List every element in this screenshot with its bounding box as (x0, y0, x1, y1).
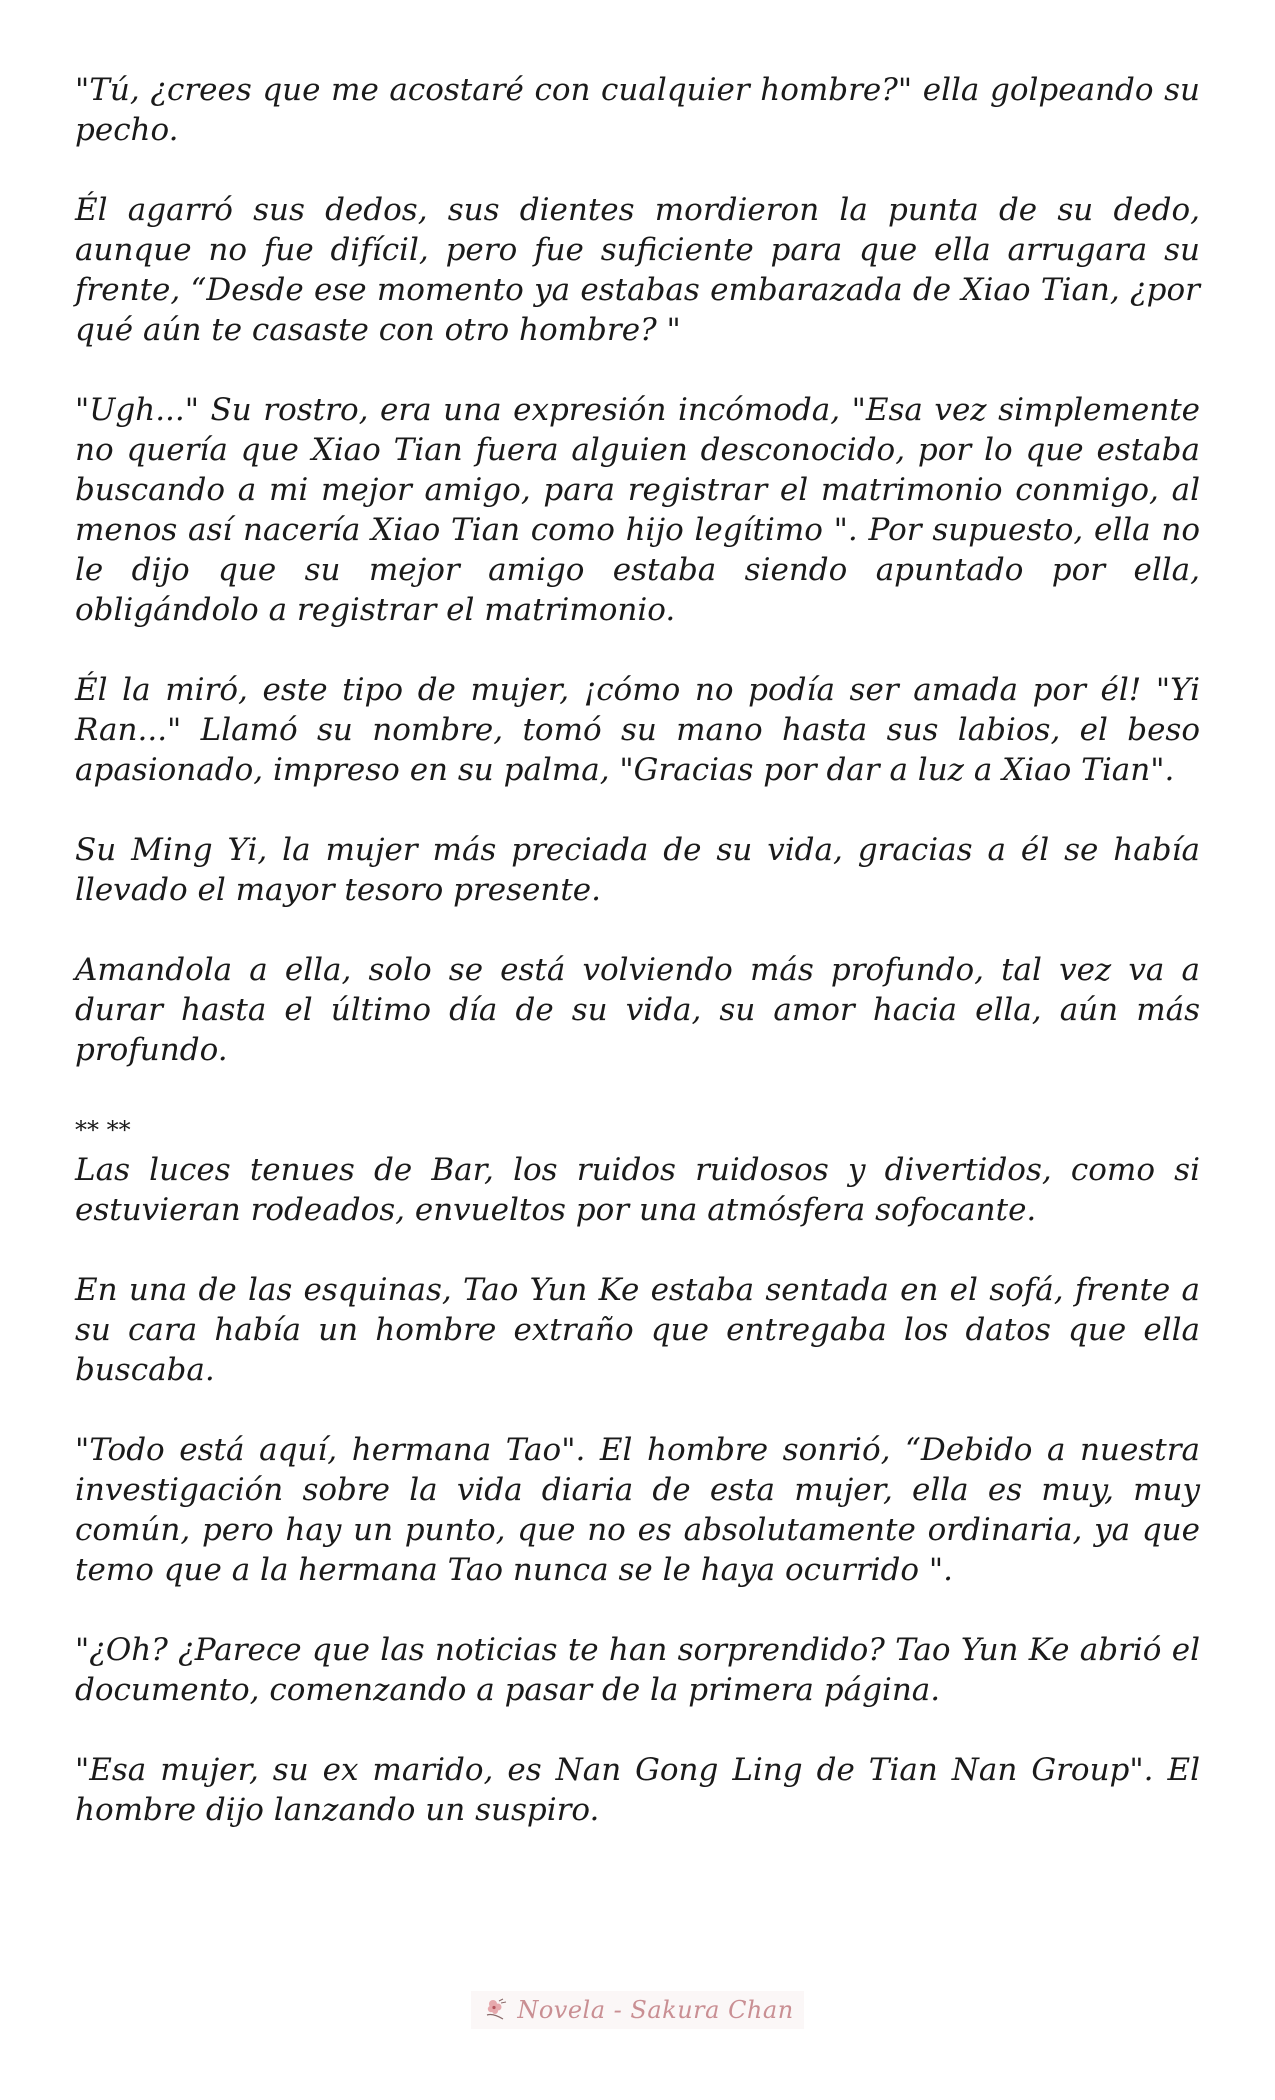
paragraph-6: Amandola a ella, solo se está volviendo más profundo, tal vez va a durar hasta el último día de su vida, su amor hacia ella, aún más profundo. (75, 952, 1200, 1068)
watermark-text: Novela - Sakura Chan (517, 1996, 794, 2024)
document-body (75, 70, 1200, 1870)
paragraph-1: "Tú, ¿crees que me acostaré con cualquier hombre?" ella golpeando su pecho. (75, 72, 1200, 148)
paragraph-2: Él agarró sus dedos, sus dientes mordieron la punta de su dedo, aunque no fue difícil, pero fue suficiente para que ella arrugara su frente, “Desde ese momento ya estabas embarazada de Xiao Tian, ¿por qué aún te casaste con otro hombre? " (75, 192, 1200, 348)
footer-watermark (0, 1985, 1275, 2035)
scene-separator: ** ** (75, 1116, 131, 1144)
paragraph-7: Las luces tenues de Bar, los ruidos ruidosos y divertidos, como si estuvieran rodeados, envueltos por una atmósfera sofocante. (75, 1152, 1200, 1228)
paragraph-9: "Todo está aquí, hermana Tao". El hombre sonrió, “Debido a nuestra investigación sobre la vida diaria de esta mujer, ella es muy, muy común, pero hay un punto, que no es absolutamente ordinaria, ya que temo que a la hermana Tao nunca se le haya ocurrido ". (75, 1432, 1200, 1588)
paragraph-11: "Esa mujer, su ex marido, es Nan Gong Ling de Tian Nan Group". El hombre dijo lanzando un suspiro. (75, 1752, 1200, 1828)
paragraph-3: "Ugh..." Su rostro, era una expresión incómoda, "Esa vez simplemente no quería que Xiao Tian fuera alguien desconocido, por lo que estaba buscando a mi mejor amigo, para registrar el matrimonio conmigo, al menos así nacería Xiao Tian como hijo legítimo ". Por supuesto, ella no le dijo que su mejor amigo estaba siendo apuntado por ella, obligándolo a registrar el matrimonio. (75, 392, 1200, 628)
sakura-flower-icon (481, 1995, 511, 2025)
watermark-badge (471, 1991, 803, 2029)
paragraph-5: Su Ming Yi, la mujer más preciada de su vida, gracias a él se había llevado el mayor tesoro presente. (75, 832, 1200, 908)
paragraph-8: En una de las esquinas, Tao Yun Ke estaba sentada en el sofá, frente a su cara había un hombre extraño que entregaba los datos que ella buscaba. (75, 1272, 1200, 1388)
paragraph-4: Él la miró, este tipo de mujer, ¡cómo no podía ser amada por él! "Yi Ran..." Llamó su nombre, tomó su mano hasta sus labios, el beso apasionado, impreso en su palma, "Gracias por dar a luz a Xiao Tian". (75, 672, 1200, 788)
paragraph-10: "¿Oh? ¿Parece que las noticias te han sorprendido? Tao Yun Ke abrió el documento, comenzando a pasar de la primera página. (75, 1632, 1200, 1708)
